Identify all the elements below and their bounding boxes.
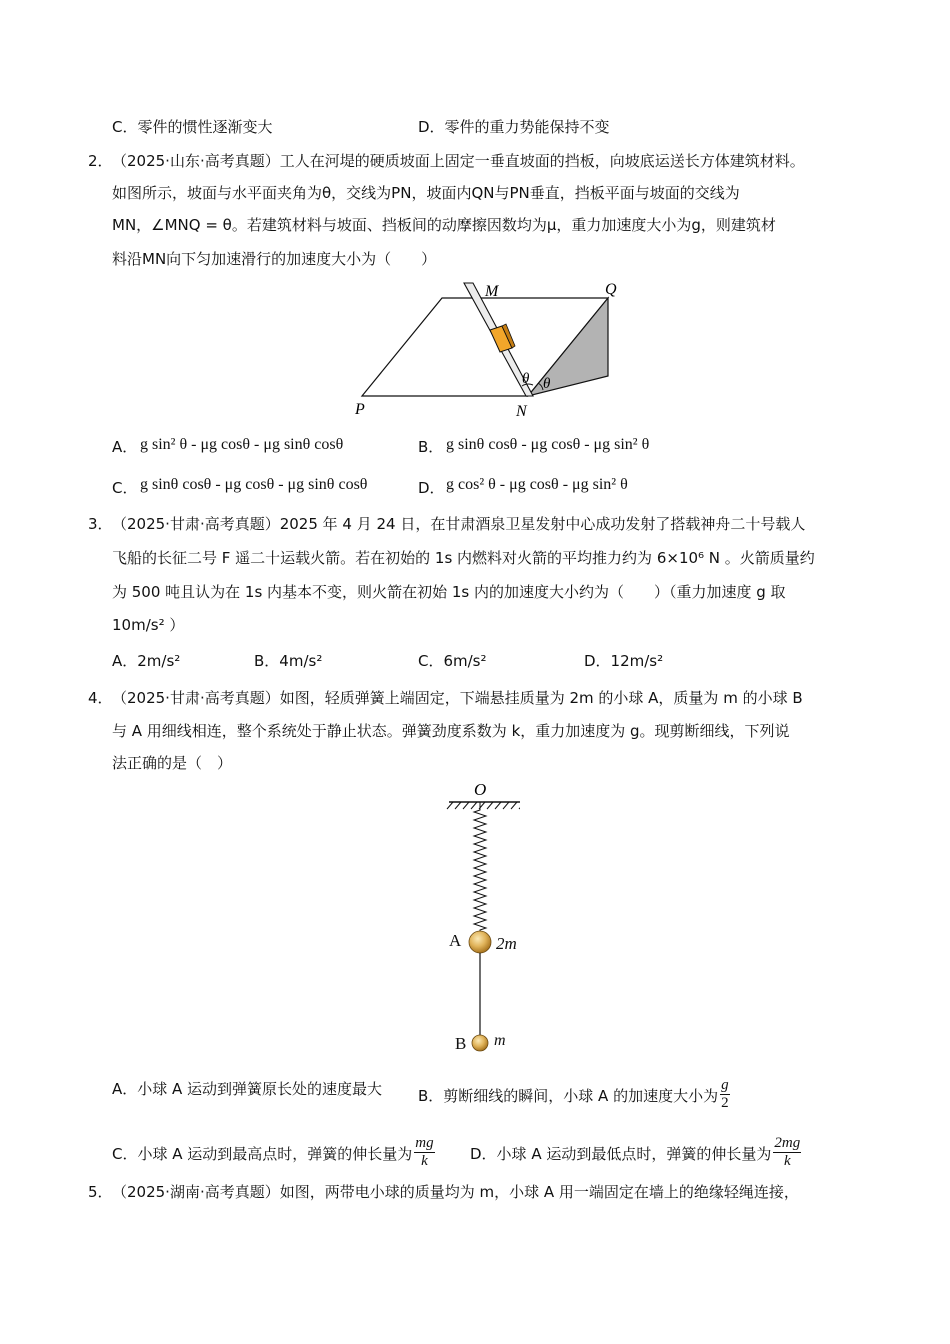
q3-stem-line-4: 10m/s² ） [112, 616, 185, 634]
label-b-mass: m [494, 1032, 506, 1049]
q2-stem-line-1: （2025·山东·高考真题）工人在河堤的硬质坡面上固定一垂直坡面的挡板，向坡底运送长方体建筑材料。 [112, 152, 805, 170]
q4-spring-diagram [440, 780, 520, 1060]
q4-option-b-denominator: 2 [721, 1095, 729, 1111]
q2-option-c: g sinθ cosθ - μg cosθ - μg sinθ cosθ [140, 476, 368, 493]
q3-number: 3． [88, 515, 113, 533]
q4-option-d-denominator: k [783, 1153, 791, 1169]
q2-stem-line-4: 料沿MN向下匀加速滑行的加速度大小为（ ） [112, 250, 437, 268]
label-b: B [455, 1034, 467, 1053]
q3-stem-line-2: 飞船的长征二号 F 遥二十运载火箭。若在初始的 1s 内燃料对火箭的平均推力约为 6×10⁶ N 。火箭质量约 [112, 549, 815, 567]
q3-option-c: C．6m/s² [418, 652, 487, 670]
q1-option-c: C．零件的惯性逐渐变大 [112, 118, 273, 136]
q5-stem-line-1: （2025·湖南·高考真题）如图，两带电小球的质量均为 m，小球 A 用一端固定在墙上的绝缘轻绳连接， [112, 1183, 799, 1201]
label-a-mass: 2m [496, 934, 517, 953]
q4-option-d-numerator: 2mg [774, 1135, 801, 1151]
q4-option-c-denominator: k [421, 1153, 428, 1169]
q2-stem-line-2: 如图所示，坡面与水平面夹角为θ，交线为PN，坡面内QN与PN垂直，挡板平面与坡面的交线为 [112, 184, 740, 202]
q5-number: 5． [88, 1183, 113, 1201]
label-q: Q [605, 281, 617, 298]
q2-option-a-label: A． [112, 438, 138, 456]
q4-option-b-numerator: g [721, 1077, 729, 1093]
shaded-triangle [528, 298, 608, 396]
label-o: O [474, 780, 487, 799]
q2-stem-line-3: MN，∠MNQ = θ。若建筑材料与坡面、挡板间的动摩擦因数均为μ，重力加速度大小为g，则建筑材 [112, 216, 776, 234]
q4-option-d-fraction [773, 1135, 801, 1170]
label-theta-2: θ [543, 376, 551, 392]
label-m: M [485, 283, 499, 300]
q2-option-b: g sinθ cosθ - μg cosθ - μg sin² θ [446, 436, 650, 453]
q2-option-d: g cos² θ - μg cosθ - μg sin² θ [446, 476, 628, 493]
q3-stem-line-3: 为 500 吨且认为在 1s 内基本不变，则火箭在初始 1s 内的加速度大小约为（ ）（重力加速度 g 取 [112, 583, 786, 601]
q4-option-c-text: C．小球 A 运动到最高点时，弹簧的伸长量为 [112, 1145, 413, 1163]
q3-option-b: B．4m/s² [254, 652, 323, 670]
label-a: A [449, 931, 462, 950]
q4-option-a: A．小球 A 运动到弹簧原长处的速度最大 [112, 1080, 383, 1098]
q4-stem-line-3: 法正确的是（ ） [112, 754, 233, 772]
q2-slope-diagram [350, 276, 640, 421]
spring [474, 802, 486, 932]
q2-option-b-label: B． [418, 438, 444, 456]
q4-number: 4． [88, 689, 113, 707]
q2-number: 2． [88, 152, 113, 170]
q4-option-c-fraction [414, 1135, 434, 1170]
q4-stem-line-1: （2025·甘肃·高考真题）如图，轻质弹簧上端固定，下端悬挂质量为 2m 的小球 A，质量为 m 的小球 B [112, 689, 803, 707]
q4-option-b-text: B．剪断细线的瞬间，小球 A 的加速度大小为 [418, 1087, 719, 1105]
q4-option-d-text: D．小球 A 运动到最低点时，弹簧的伸长量为 [470, 1145, 772, 1163]
ball-b [472, 1035, 488, 1051]
q1-option-d: D．零件的重力势能保持不变 [418, 118, 610, 136]
label-n: N [516, 403, 527, 420]
q4-option-c-numerator: mg [415, 1135, 434, 1151]
label-theta-1: θ [522, 371, 530, 387]
q3-stem-line-1: （2025·甘肃·高考真题）2025 年 4 月 24 日，在甘肃酒泉卫星发射中心成功发射了搭载神舟二十号载人 [112, 515, 806, 533]
q4-option-b [418, 1079, 732, 1114]
q3-option-d: D．12m/s² [584, 652, 664, 670]
q4-option-d [470, 1137, 803, 1172]
q2-option-c-label: C． [112, 479, 138, 497]
ball-a [469, 931, 491, 953]
q2-option-d-label: D． [418, 479, 445, 497]
q4-option-c [112, 1137, 437, 1172]
q2-option-a: g sin² θ - μg cosθ - μg sinθ cosθ [140, 436, 344, 453]
q3-option-a: A．2m/s² [112, 652, 181, 670]
q4-stem-line-2: 与 A 用细线相连，整个系统处于静止状态。弹簧劲度系数为 k，重力加速度为 g。现剪断细线，下列说 [112, 722, 790, 740]
q4-option-b-fraction [720, 1077, 730, 1112]
label-p: P [355, 401, 365, 418]
